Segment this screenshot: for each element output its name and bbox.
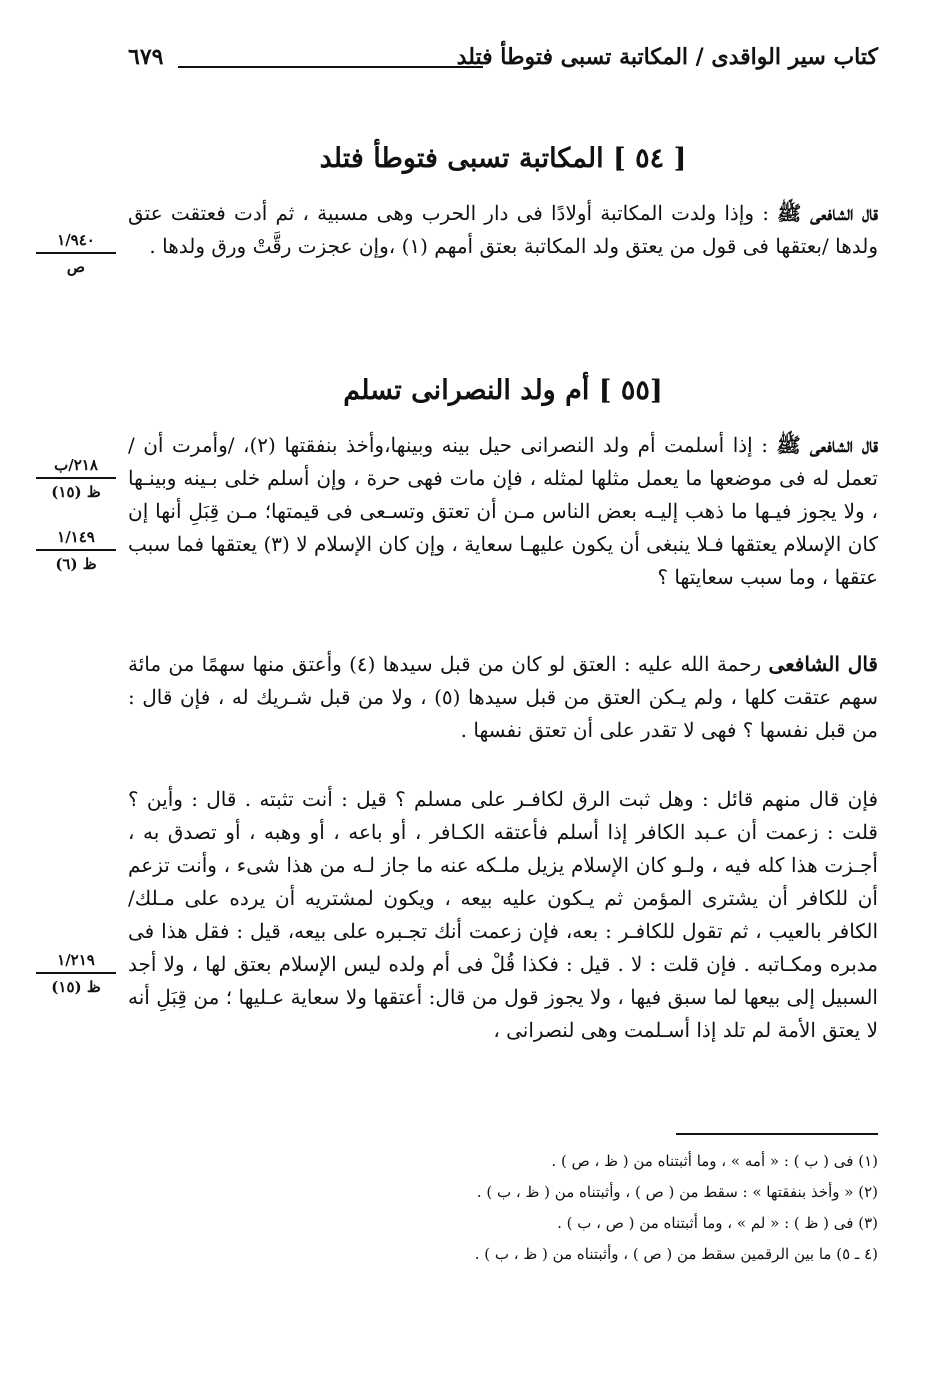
margin-note-manuscript: ظ (١٥) [51,978,101,996]
paragraph [128,783,878,1047]
footnote: (١) فى ( ب ) : « أمه » ، وما أثبتناه من ( ظ ، ص ) . [551,1152,878,1170]
running-title: كتاب سير الواقدى / المكاتبة تسبى فتوطأ فتلد [456,44,878,70]
page-number: ٦٧٩ [128,44,164,70]
paragraph-text: : إذا أسلمت أم ولد النصرانى حيل بينه وبينها،وأخذ بنفقتها (٢)، /وأمرت أن /تعمل له فى موضعها ما يعمل مثلها لمثله ، فإن مات فهى حرة ، وإن أسلم خلى بـينه وبينـها ، ولا يجوز فيـها ما ذهب إليـه بعض الناس مـن أن تعتق وتسـعى فى قيمتها؛ مـن قِبَلِ أنها إن كان الإسلام يعتقها فـلا ينبغى أن يكون عليهـا سعاية ، وإن كان الإسلام لا (٣) يعتقها فما سبب عتقها ، وما سبب سعايتها ؟ [128,433,879,589]
paragraph [128,197,878,263]
paragraph [128,648,878,747]
margin-note-ref: ١/١٤٩ [36,527,116,551]
margin-note [36,455,116,502]
footnote-rule [676,1133,878,1135]
footnote: (٤ ـ ٥) ما بين الرقمين سقط من ( ص ) ، وأثبتناه من ( ظ ، ب ) . [474,1245,878,1263]
footnote: (٣) فى ( ظ ) : « لم » ، وما أثبتناه من ( ص ، ب ) . [557,1214,878,1232]
margin-note-manuscript: ظ (١٥) [51,483,101,501]
speaker-label: قال الشافعى ﷺ [777,201,878,225]
speaker-label: قال الشافعى ﷺ [776,433,878,457]
paragraph-text: : وإذا ولدت المكاتبة أولادًا فى دار الحرب وهى مسبية ، ثم أدت فعتقت عتق ولدها /بعتقها فى قول من يعتق ولد المكاتبة بعتق أمهم (١) ،وإن عجزت رقَّتْ ورق ولدها . [128,201,878,258]
header-rule [178,66,483,68]
footnotes [300,1146,878,1270]
margin-note-manuscript: ظ (٦) [55,555,97,573]
section-title: [ ٥٤ ] المكاتبة تسبى فتوطأ فتلد [319,143,687,174]
footnote: (٢) « وأخذ بنفقتها » : سقط من ( ص ) ، وأثبتناه من ( ظ ، ب ) . [476,1183,878,1201]
paragraph [128,429,878,594]
margin-note-manuscript: ص [66,258,86,276]
speaker-label: قال الشافعى [768,652,878,676]
paragraph-text: رحمة الله عليه : العتق لو كان من قبل سيدها (٤) وأعتق منها سهمًا من مائة سهم عتقت كلها ، ولم يـكن العتق من قبل سيدها (٥) ، ولا من قبل شـريك له ، فإن قال : من قبل نفسها ؟ فهى لا تقدر على أن تعتق نفسها . [128,652,879,742]
margin-note [36,230,116,277]
margin-note [36,950,116,997]
section-title: [٥٥ ] أم ولد النصرانى تسلم [343,375,663,406]
margin-note-ref: ١/٩٤٠ [36,230,116,254]
margin-note-ref: ٢١٨/ب [36,455,116,479]
paragraph-text: فإن قال منهم قائل : وهل ثبت الرق لكافـر على مسلم ؟ قيل : أنت تثبته . قال : وأين ؟ قلت : زعمت أن عـبد الكافر إذا أسلم فأعتقه الكـافر ، أو باعه ، أو وهبه ، أو تصدق به ، أجـزت هذا كله فيه ، ولـو كان الإسلام يزيل ملـكه عنه ما جاز لـه من هذا شىء ، وأنت تزعم أن للكافر أن يشترى المؤمن ثم يـكون عليه بيعه ، ويكون لمشتريه أن يرده على مـلك/ الكافر بالعيب ، ثم تقول للكافـر : بعه، فإن زعمت أنك تجـبره على بيعه، قيل : فقل هذا فى مدبره ومكـاتبه . فإن قلت : لا . قيل : فكذا قُلْ فى أم ولده ليس الإسلام بعتق لها ، ولا أجد السبيل إلى بيعها لما سبق فيها ، ولا يجوز قول من قال: أعتقها ولا سعاية عـليها ؛ من قِبَلِ أنه لا يعتق الأمة لم تلد إذا أسـلمت وهى لنصرانى ، [128,787,878,1042]
page-header [128,44,878,78]
margin-note [36,527,116,574]
margin-note-ref: ١/٢١٩ [36,950,116,974]
